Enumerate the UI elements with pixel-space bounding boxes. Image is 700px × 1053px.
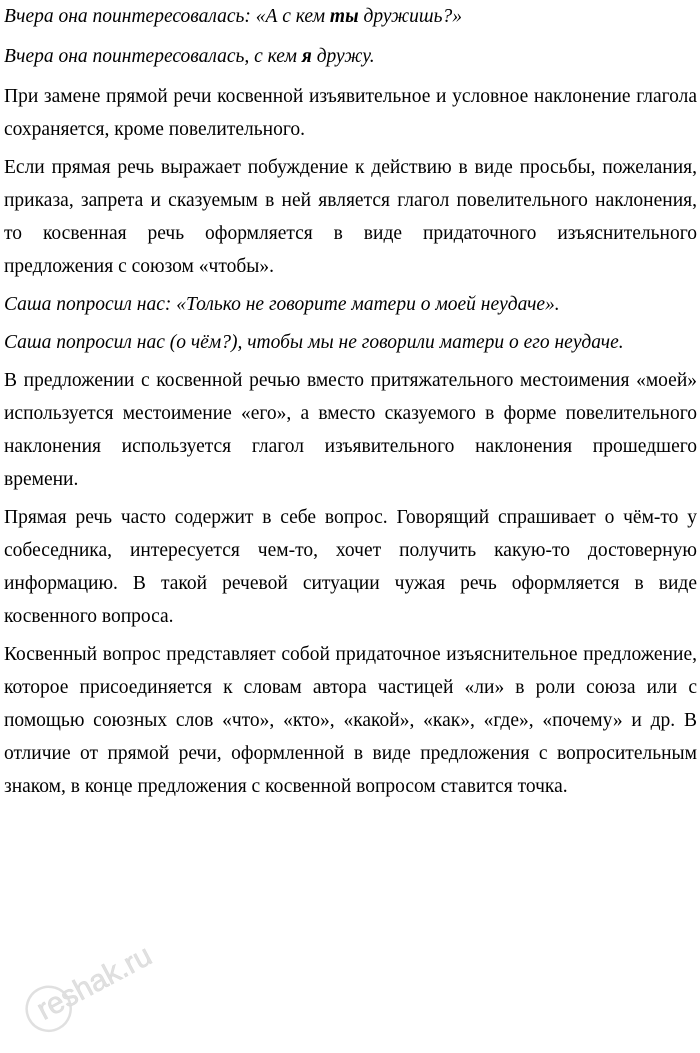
- watermark-logo: [2, 930, 172, 1040]
- text-run: дружу.: [311, 46, 375, 67]
- text-run: Если прямая речь выражает побуждение к действию в виде просьбы, пожелания, приказа, запрета и сказуемым в ней является глагол повелительного наклонения, то косвенная речь оформляется в виде придаточного изъяснительного предложения с союзом «чтобы».: [4, 157, 697, 277]
- text-run: В предложении с косвенной речью вместо притяжательного местоимения «моей» используется местоимение «его», а вместо сказуемого в форме повелительного наклонения используется глагол изъявительного наклонения прошедшего времени.: [4, 370, 697, 490]
- watermark-text: reshak.ru: [31, 938, 158, 1027]
- paragraph-rule-indirect-question: [4, 638, 697, 803]
- watermark-circle-icon: [19, 979, 79, 1039]
- paragraph-rule-mood-preserved: [4, 80, 697, 146]
- paragraph-example-indirect-imperative: [4, 326, 697, 359]
- document-page: [4, 0, 697, 803]
- emphasis-word: я: [301, 46, 312, 67]
- text-run: Вчера она поинтересовалась, с кем: [4, 46, 302, 67]
- emphasis-word: ты: [329, 6, 359, 27]
- paragraph-example-direct-imperative: [4, 288, 697, 321]
- text-run: Косвенный вопрос представляет собой придаточное изъяснительное предложение, которое присоединяется к словам автора частицей «ли» в роли союза или с помощью союзных слов «что», «кто», «какой», «как», «где», «почему» и др. В отличие от прямой речи, оформленной в виде предложения с вопросительным знаком, в конце предложения с косвенной вопросом ставится точка.: [4, 644, 697, 797]
- text-run: Прямая речь часто содержит в себе вопрос. Говорящий спрашивает о чём-то у собеседника, интересуется чем-то, хочет получить какую-то достоверную информацию. В такой речевой ситуации чужая речь оформляется в виде косвенного вопроса.: [4, 507, 697, 627]
- paragraph-explanation-pronoun: [4, 364, 697, 496]
- paragraph-example-indirect-question: [4, 40, 697, 73]
- text-run: Саша попросил нас: «Только не говорите матери о моей неудаче».: [4, 294, 560, 315]
- text-run: Саша попросил нас (о чём?), чтобы мы не говорили матери о его неудаче.: [4, 332, 624, 353]
- paragraph-example-direct-question: [4, 0, 697, 33]
- text-run: При замене прямой речи косвенной изъявительное и условное наклонение глагола сохраняется, кроме повелительного.: [4, 86, 697, 140]
- paragraph-rule-question: [4, 501, 697, 633]
- text-run: Вчера она поинтересовалась: «А с кем: [4, 6, 330, 27]
- paragraph-rule-imperative: [4, 151, 697, 283]
- text-run: дружишь?»: [358, 6, 463, 27]
